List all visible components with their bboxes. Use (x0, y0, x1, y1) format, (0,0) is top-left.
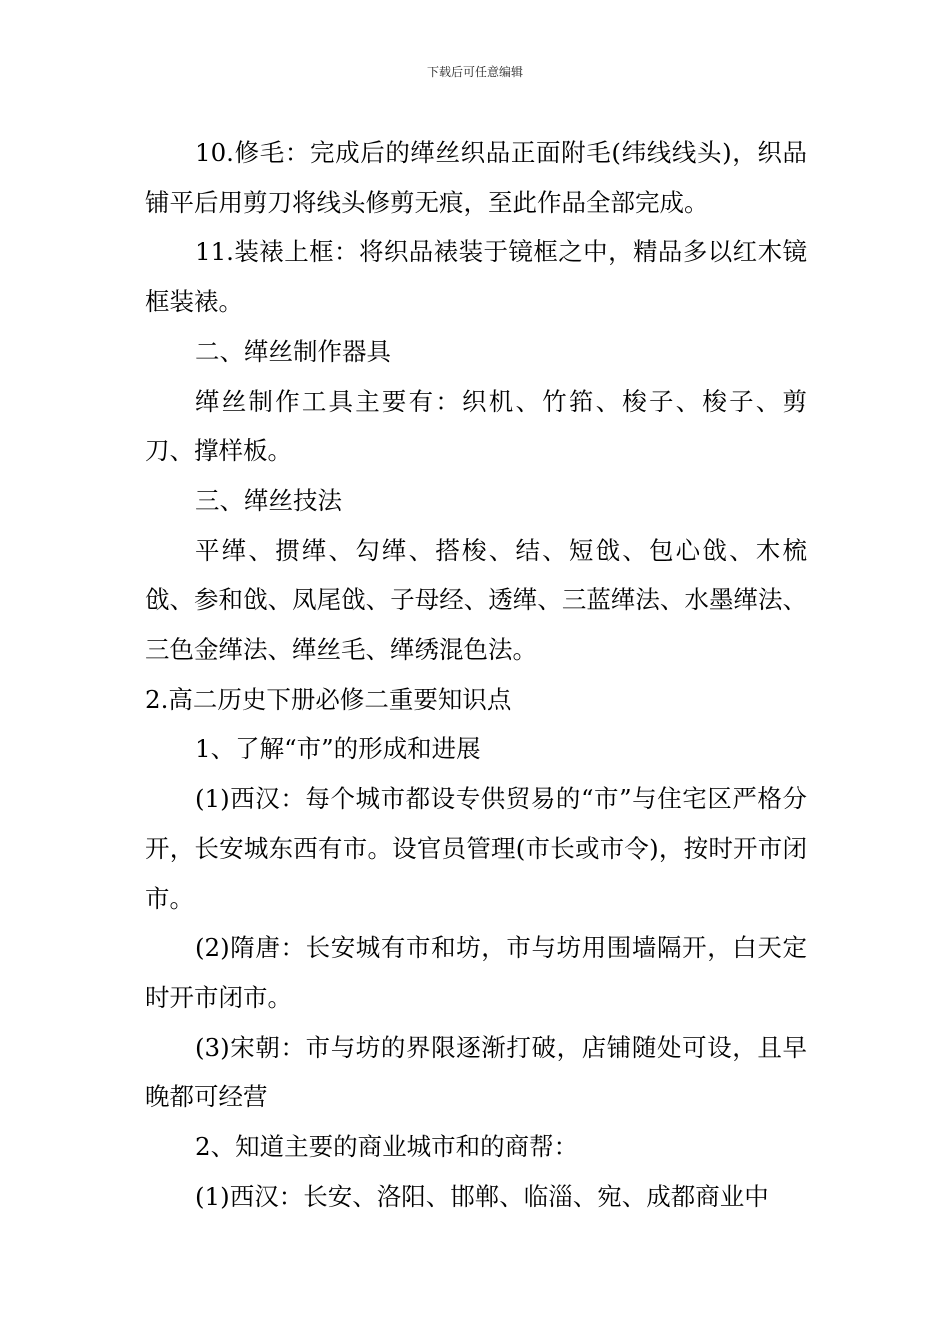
page-header: 下载后可任意编辑 (426, 65, 523, 79)
heading-market: 1、了解“市”的形成和进展 (195, 734, 481, 764)
paragraph-western-han: (1)西汉：每个城市都设专供贸易的“市”与住宅区严格分开，长安城东西有市。设官员管理(市长或市令)，按时开市闭市。 (145, 784, 807, 913)
paragraph-tools: 缂丝制作工具主要有：织机、竹筘、梭子、梭子、剪刀、撑样板。 (145, 386, 807, 466)
paragraph-step-10: 10.修毛：完成后的缂丝织品正面附毛(纬线线头)，织品铺平后用剪刀将线头修剪无痕，至此作品全部完成。 (145, 138, 807, 217)
document-body (145, 128, 807, 1221)
heading-commercial-cities: 2、知道主要的商业城市和的商帮： (195, 1132, 579, 1162)
paragraph-step-11: 11.装裱上框：将织品裱装于镜框之中，精品多以红木镜框装裱。 (145, 237, 807, 317)
paragraph-song: (3)宋朝：市与坊的界限逐渐打破，店铺随处可设，且早晚都可经营 (145, 1032, 807, 1112)
paragraph-western-han-cities: (1)西汉：长安、洛阳、邯郸、临淄、宛、成都商业中 (195, 1181, 769, 1211)
section-title-history: 2.高二历史下册必修二重要知识点 (145, 684, 512, 714)
heading-tools: 二、缂丝制作器具 (195, 336, 391, 366)
paragraph-techniques: 平缂、掼缂、勾缂、搭梭、结、短戗、包心戗、木梳戗、参和戗、凤尾戗、子母经、透缂、三蓝缂法、水墨缂法、三色金缂法、缂丝毛、缂绣混色法。 (145, 535, 807, 665)
heading-techniques: 三、缂丝技法 (195, 485, 342, 515)
paragraph-sui-tang: (2)隋唐：长安城有市和坊，市与坊用围墙隔开，白天定时开市闭市。 (145, 933, 807, 1012)
